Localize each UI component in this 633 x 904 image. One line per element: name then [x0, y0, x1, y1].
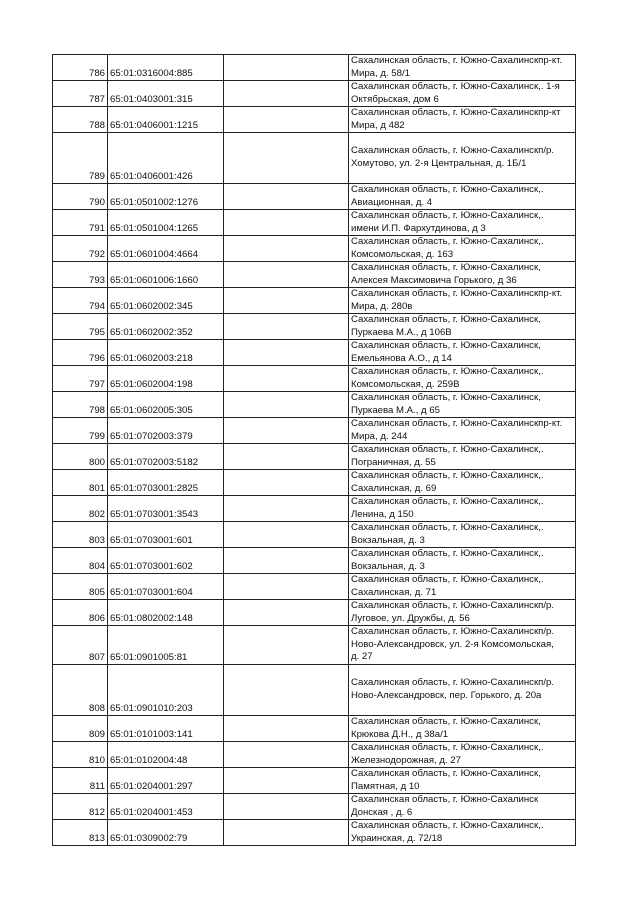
table-row	[53, 288, 576, 314]
empty-cell	[224, 574, 349, 600]
row-number: 792	[53, 236, 108, 262]
cadastral-number: 65:01:0501004:1265	[108, 210, 224, 236]
address-cell	[349, 418, 576, 444]
address-line: Сахалинская область, г. Южно-Сахалинск,. 1-я	[351, 81, 560, 92]
table-row	[53, 794, 576, 820]
empty-cell	[224, 418, 349, 444]
address-cell	[349, 626, 576, 665]
row-number: 786	[53, 55, 108, 81]
address-line: Сахалинская область, г. Южно-Сахалинск,.	[351, 470, 544, 481]
cadastral-number: 65:01:0703001:601	[108, 522, 224, 548]
address-cell	[349, 794, 576, 820]
empty-cell	[224, 314, 349, 340]
address-line: Крюкова Д.Н., д 38а/1	[351, 728, 449, 740]
empty-cell	[224, 444, 349, 470]
cadastral-number: 65:01:0403001:315	[108, 81, 224, 107]
address-line: Сахалинская область, г. Южно-Сахалинск,	[351, 768, 541, 779]
row-number: 805	[53, 574, 108, 600]
address-line: Сахалинская область, г. Южно-Сахалинскпр-кт.	[351, 288, 563, 299]
table-row	[53, 716, 576, 742]
table-row	[53, 496, 576, 522]
address-line: Сахалинская, д. 69	[351, 482, 437, 494]
row-number: 791	[53, 210, 108, 236]
row-number: 799	[53, 418, 108, 444]
table-row	[53, 418, 576, 444]
address-line: Сахалинская область, г. Южно-Сахалинск,	[351, 262, 541, 273]
table-row	[53, 236, 576, 262]
address-line: Сахалинская область, г. Южно-Сахалинскпр-кт.	[351, 418, 563, 429]
address-line: Пуркаева М.А., д 106В	[351, 326, 452, 338]
address-cell	[349, 366, 576, 392]
address-line: Вокзальная, д. 3	[351, 534, 425, 546]
row-number: 787	[53, 81, 108, 107]
table-row	[53, 522, 576, 548]
cadastral-number: 65:01:0204001:297	[108, 768, 224, 794]
address-line: д. 27	[351, 651, 373, 662]
table-row	[53, 366, 576, 392]
cadastral-number: 65:01:0703001:602	[108, 548, 224, 574]
table-row	[53, 210, 576, 236]
cadastral-number: 65:01:0602002:345	[108, 288, 224, 314]
address-cell	[349, 820, 576, 846]
address-cell	[349, 522, 576, 548]
row-number: 797	[53, 366, 108, 392]
row-number: 795	[53, 314, 108, 340]
address-line: Сахалинская область, г. Южно-Сахалинск,.	[351, 574, 544, 585]
table-row	[53, 81, 576, 107]
cadastral-number: 65:01:0406001:426	[108, 133, 224, 184]
empty-cell	[224, 81, 349, 107]
address-line: Сахалинская область, г. Южно-Сахалинскпр-кт.	[351, 55, 563, 66]
address-line: Луговое, ул. Дружбы, д. 56	[351, 612, 470, 624]
address-line: Сахалинская область, г. Южно-Сахалинск,.	[351, 366, 544, 377]
row-number: 789	[53, 133, 108, 184]
empty-cell	[224, 262, 349, 288]
address-line: Сахалинская область, г. Южно-Сахалинск,	[351, 340, 541, 351]
address-cell	[349, 548, 576, 574]
empty-cell	[224, 340, 349, 366]
empty-cell	[224, 665, 349, 716]
address-line: Сахалинская область, г. Южно-Сахалинск	[351, 794, 539, 805]
address-line: Сахалинская область, г. Южно-Сахалинскп/р.	[351, 600, 555, 611]
address-line: Сахалинская область, г. Южно-Сахалинскпр-кт	[351, 107, 561, 118]
cadastral-number: 65:01:0102004:48	[108, 742, 224, 768]
address-cell	[349, 55, 576, 81]
address-line: Вокзальная, д. 3	[351, 560, 425, 572]
empty-cell	[224, 470, 349, 496]
cadastral-number: 65:01:0703001:3543	[108, 496, 224, 522]
empty-cell	[224, 820, 349, 846]
address-line: Мира, д. 58/1	[351, 67, 410, 79]
row-number: 807	[53, 626, 108, 665]
row-number: 796	[53, 340, 108, 366]
address-line: Сахалинская область, г. Южно-Сахалинск,.	[351, 496, 544, 507]
table-row	[53, 314, 576, 340]
address-line: Пограничная, д. 55	[351, 456, 436, 468]
address-cell	[349, 716, 576, 742]
address-line: Емельянова А.О., д 14	[351, 352, 452, 364]
address-line: Сахалинская область, г. Южно-Сахалинск,.	[351, 548, 544, 559]
cadastral-number: 65:01:0602003:218	[108, 340, 224, 366]
address-line: Сахалинская область, г. Южно-Сахалинск,.	[351, 210, 544, 221]
address-line: Мира, д. 280в	[351, 300, 413, 312]
row-number: 811	[53, 768, 108, 794]
address-line: Сахалинская область, г. Южно-Сахалинск,.	[351, 522, 544, 533]
cadastral-number: 65:01:0703001:604	[108, 574, 224, 600]
address-line: Комсомольская, д. 163	[351, 248, 454, 260]
table-row	[53, 548, 576, 574]
empty-cell	[224, 626, 349, 665]
address-line: Ново-Александровск, пер. Горького, д. 20а	[351, 689, 542, 701]
address-cell	[349, 107, 576, 133]
address-cell	[349, 574, 576, 600]
address-line: имени И.П. Фархутдинова, д 3	[351, 222, 486, 234]
row-number: 810	[53, 742, 108, 768]
document-page	[52, 54, 576, 846]
table-row	[53, 665, 576, 716]
table-row	[53, 600, 576, 626]
address-line: Сахалинская область, г. Южно-Сахалинск,	[351, 314, 541, 325]
cadastral-number: 65:01:0101003:141	[108, 716, 224, 742]
row-number: 808	[53, 665, 108, 716]
table-row	[53, 574, 576, 600]
address-cell	[349, 288, 576, 314]
address-cell	[349, 392, 576, 418]
cadastral-number: 65:01:0602004:198	[108, 366, 224, 392]
empty-cell	[224, 184, 349, 210]
empty-cell	[224, 210, 349, 236]
row-number: 790	[53, 184, 108, 210]
row-number: 798	[53, 392, 108, 418]
empty-cell	[224, 742, 349, 768]
address-cell	[349, 81, 576, 107]
cadastral-number: 65:01:0703001:2825	[108, 470, 224, 496]
address-cell	[349, 262, 576, 288]
address-line: Сахалинская область, г. Южно-Сахалинск,.	[351, 444, 544, 455]
address-cell	[349, 600, 576, 626]
table-row	[53, 392, 576, 418]
empty-cell	[224, 288, 349, 314]
table-row	[53, 820, 576, 846]
table-row	[53, 340, 576, 366]
empty-cell	[224, 522, 349, 548]
cadastral-number: 65:01:0601006:1660	[108, 262, 224, 288]
cadastral-number: 65:01:0316004:885	[108, 55, 224, 81]
address-line: Сахалинская область, г. Южно-Сахалинскп/р.	[351, 626, 555, 637]
cadastral-number: 65:01:0204001:453	[108, 794, 224, 820]
address-line: Авиационная, д. 4	[351, 196, 433, 208]
address-line: Пуркаева М.А., д 65	[351, 404, 440, 416]
table-row	[53, 742, 576, 768]
address-cell	[349, 665, 576, 716]
address-line: Железнодорожная, д. 27	[351, 754, 461, 766]
empty-cell	[224, 548, 349, 574]
row-number: 788	[53, 107, 108, 133]
table-row	[53, 262, 576, 288]
address-line: Октябрьская, дом 6	[351, 93, 439, 105]
row-number: 806	[53, 600, 108, 626]
table-row	[53, 133, 576, 184]
address-line: Хомутово, ул. 2-я Центральная, д. 1Б/1	[351, 157, 527, 169]
address-line: Сахалинская область, г. Южно-Сахалинск,	[351, 392, 541, 403]
address-line: Мира, д 482	[351, 119, 405, 131]
empty-cell	[224, 55, 349, 81]
address-line: Сахалинская, д. 71	[351, 586, 437, 598]
table-row	[53, 768, 576, 794]
empty-cell	[224, 236, 349, 262]
address-line: Сахалинская область, г. Южно-Сахалинскп/р.	[351, 145, 555, 156]
empty-cell	[224, 107, 349, 133]
address-cell	[349, 470, 576, 496]
address-cell	[349, 768, 576, 794]
cadastral-number: 65:01:0802002:148	[108, 600, 224, 626]
cadastral-number: 65:01:0602002:352	[108, 314, 224, 340]
row-number: 804	[53, 548, 108, 574]
row-number: 794	[53, 288, 108, 314]
table-row	[53, 184, 576, 210]
table-row	[53, 444, 576, 470]
cadastral-number: 65:01:0901010:203	[108, 665, 224, 716]
cadastral-number: 65:01:0501002:1276	[108, 184, 224, 210]
address-cell	[349, 133, 576, 184]
address-line: Памятная, д 10	[351, 780, 420, 792]
address-line: Сахалинская область, г. Южно-Сахалинск,.	[351, 184, 544, 195]
empty-cell	[224, 366, 349, 392]
address-line: Сахалинская область, г. Южно-Сахалинск,.	[351, 236, 544, 247]
empty-cell	[224, 600, 349, 626]
address-cell	[349, 314, 576, 340]
empty-cell	[224, 716, 349, 742]
address-line: Украинская, д. 72/18	[351, 832, 443, 844]
address-line: Сахалинская область, г. Южно-Сахалинск,	[351, 716, 541, 727]
row-number: 793	[53, 262, 108, 288]
table-row	[53, 626, 576, 665]
row-number: 801	[53, 470, 108, 496]
empty-cell	[224, 768, 349, 794]
address-line: Сахалинская область, г. Южно-Сахалинскп/р.	[351, 677, 555, 688]
address-line: Сахалинская область, г. Южно-Сахалинск,.	[351, 742, 544, 753]
cadastral-number: 65:01:0309002:79	[108, 820, 224, 846]
table-row	[53, 470, 576, 496]
row-number: 813	[53, 820, 108, 846]
address-line: Мира, д. 244	[351, 430, 408, 442]
address-cell	[349, 444, 576, 470]
cadastral-number: 65:01:0406001:1215	[108, 107, 224, 133]
address-line: Ново-Александровск, ул. 2-я Комсомольская,	[351, 638, 554, 650]
row-number: 812	[53, 794, 108, 820]
address-line: Донская , д. 6	[351, 806, 413, 818]
address-cell	[349, 184, 576, 210]
cadastral-number: 65:01:0702003:379	[108, 418, 224, 444]
row-number: 803	[53, 522, 108, 548]
address-cell	[349, 742, 576, 768]
address-line: Алексея Максимовича Горького, д 36	[351, 274, 517, 286]
cadastral-number: 65:01:0602005:305	[108, 392, 224, 418]
land-plot-table	[52, 54, 576, 846]
row-number: 800	[53, 444, 108, 470]
empty-cell	[224, 392, 349, 418]
address-line: Ленина, д 150	[351, 508, 414, 520]
address-cell	[349, 340, 576, 366]
cadastral-number: 65:01:0901005:81	[108, 626, 224, 665]
address-cell	[349, 496, 576, 522]
table-row	[53, 55, 576, 81]
address-cell	[349, 236, 576, 262]
empty-cell	[224, 496, 349, 522]
row-number: 809	[53, 716, 108, 742]
empty-cell	[224, 794, 349, 820]
address-line: Комсомольская, д. 259В	[351, 378, 460, 390]
table-row	[53, 107, 576, 133]
address-line: Сахалинская область, г. Южно-Сахалинск,.	[351, 820, 544, 831]
address-cell	[349, 210, 576, 236]
empty-cell	[224, 133, 349, 184]
cadastral-number: 65:01:0702003:5182	[108, 444, 224, 470]
cadastral-number: 65:01:0601004:4664	[108, 236, 224, 262]
table-body	[53, 55, 576, 846]
row-number: 802	[53, 496, 108, 522]
